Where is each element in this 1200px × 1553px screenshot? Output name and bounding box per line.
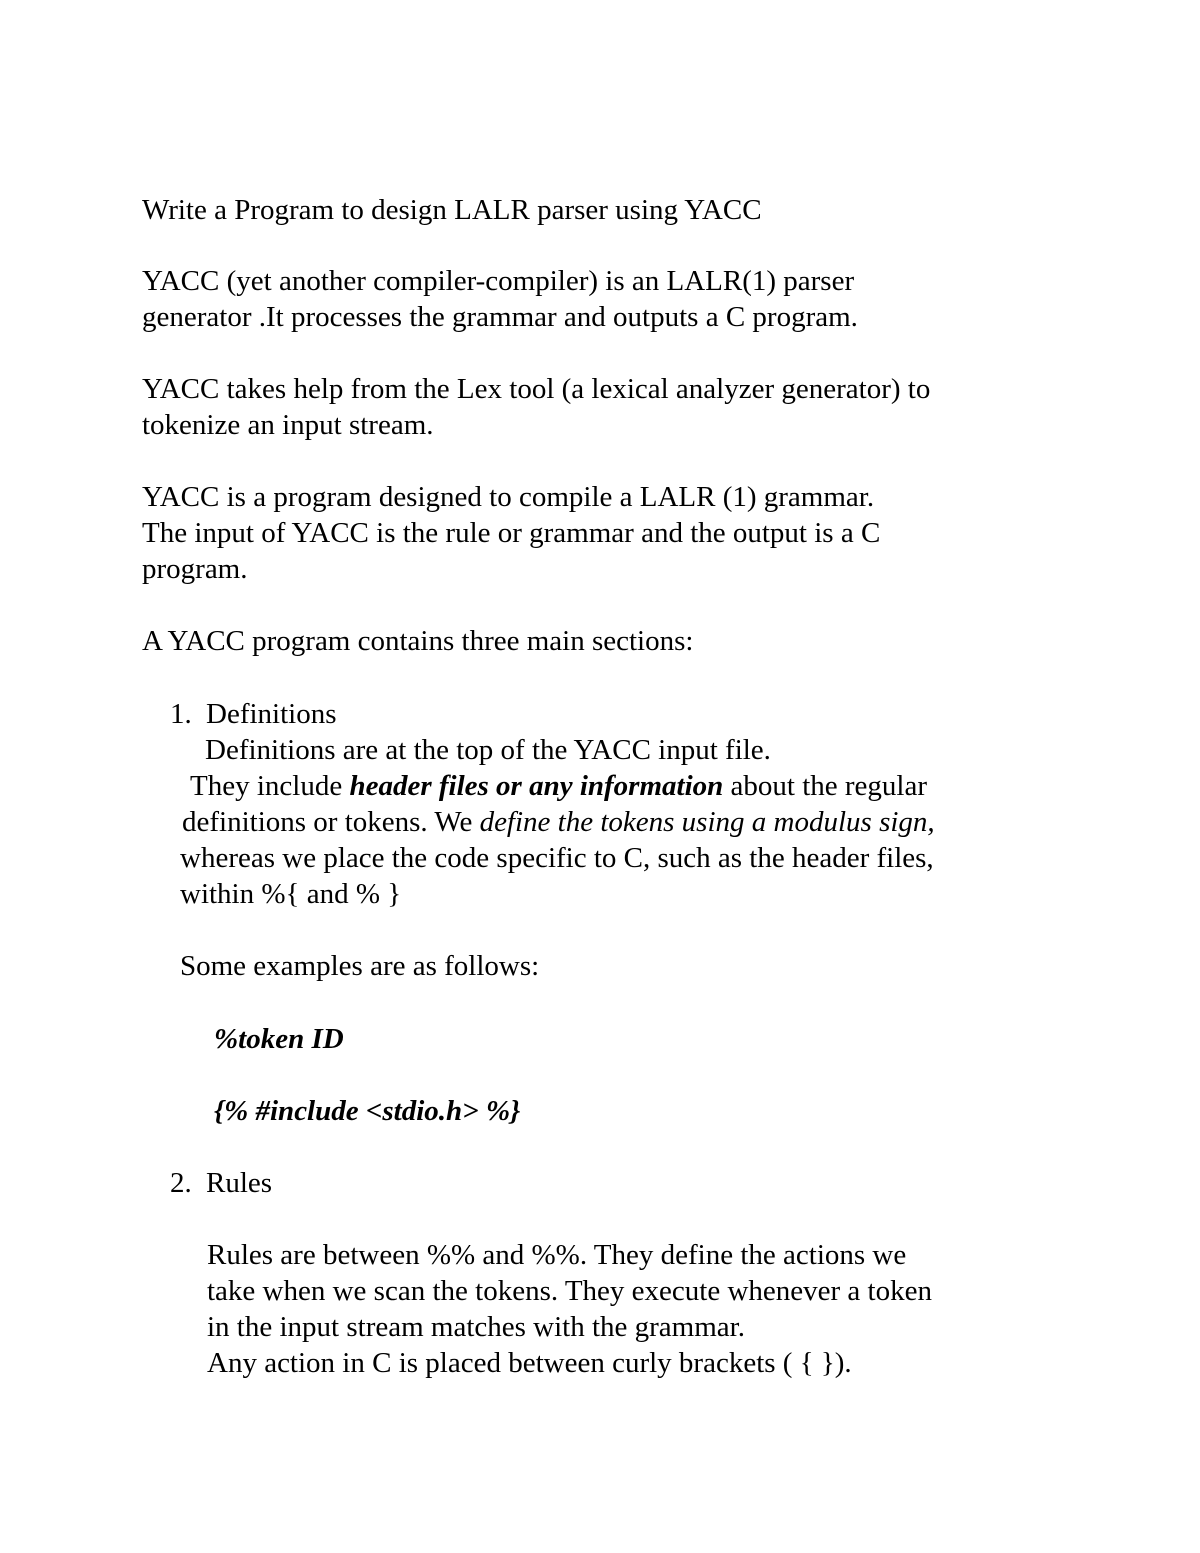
section2-number: 2. [170, 1167, 192, 1199]
para3-line-1: YACC is a program designed to compile a LALR (1) grammar. [142, 481, 875, 513]
examples-intro: Some examples are as follows: [180, 950, 540, 982]
section2-line-3: in the input stream matches with the grammar. [207, 1311, 745, 1343]
section2-line-2: take when we scan the tokens. They execute whenever a token [207, 1275, 932, 1307]
para2-line-2: tokenize an input stream. [142, 409, 434, 441]
example-token: %token ID [214, 1023, 344, 1055]
section1-line-2 [190, 768, 927, 804]
section1-line-2-bold: header files or any information [349, 770, 724, 802]
section1-line-4: whereas we place the code specific to C, such as the header files, [180, 842, 934, 874]
intro-line-1: YACC (yet another compiler-compiler) is an LALR(1) parser [142, 265, 855, 297]
intro-line-2: generator .It processes the grammar and outputs a C program. [142, 301, 858, 333]
section1-line-1: Definitions are at the top of the YACC input file. [205, 734, 771, 766]
para3-line-2: The input of YACC is the rule or grammar and the output is a C [142, 517, 881, 549]
section1-line-3-italic: define the tokens using a modulus sign, [479, 806, 935, 838]
section2-line-4: Any action in C is placed between curly brackets ( { }). [207, 1347, 852, 1379]
sections-intro: A YACC program contains three main sections: [142, 625, 694, 657]
section1-line-2-pre: They include [190, 770, 350, 802]
para3-line-3: program. [142, 553, 248, 585]
section2-line-1: Rules are between %% and %%. They define the actions we [207, 1239, 907, 1271]
section1-line-5: within %{ and % } [180, 878, 402, 910]
section1-heading: Definitions [206, 698, 337, 730]
section2-heading: Rules [206, 1167, 273, 1199]
section1-line-2-post: about the regular [723, 770, 927, 802]
para2-line-1: YACC takes help from the Lex tool (a lexical analyzer generator) to [142, 373, 931, 405]
example-include: {% #include <stdio.h> %} [214, 1095, 521, 1127]
section1-line-3-pre: definitions or tokens. We [182, 806, 480, 838]
section1-number: 1. [170, 698, 192, 730]
document-title: Write a Program to design LALR parser using YACC [142, 194, 762, 226]
section1-line-3 [182, 804, 935, 840]
